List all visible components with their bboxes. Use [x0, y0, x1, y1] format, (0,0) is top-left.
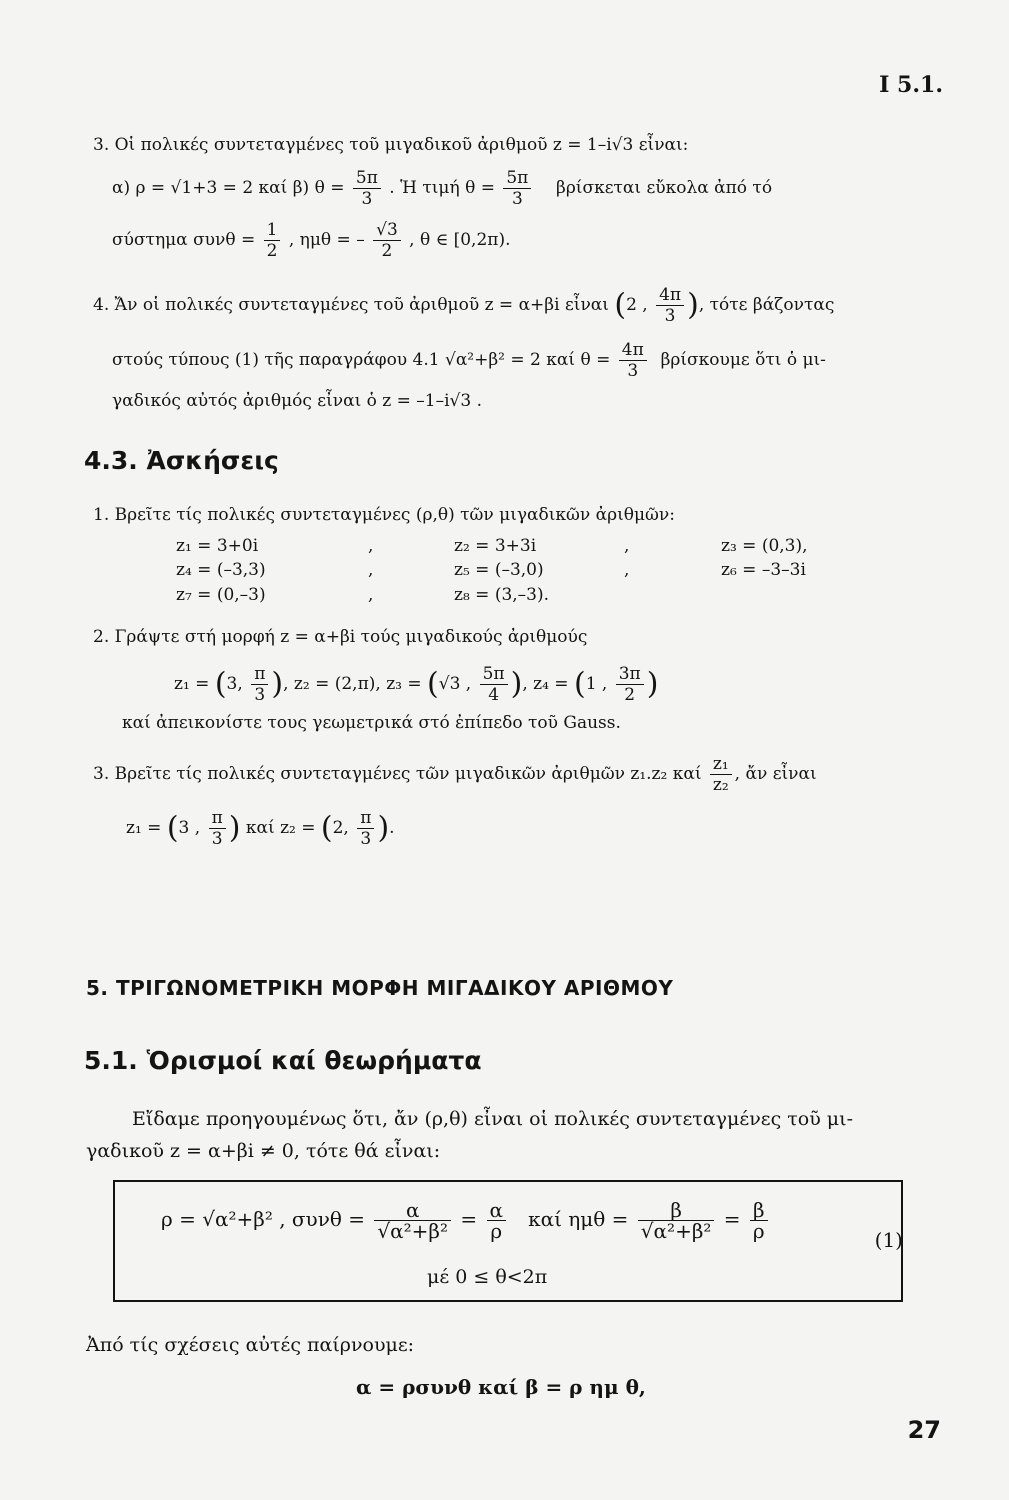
- fraction-1-2: $\frac{1}{2}$: [264, 220, 281, 261]
- fraction-5pi-3: $\frac{5\pi}{3}$: [353, 168, 381, 209]
- section-header: Ι 5.1.: [879, 72, 943, 98]
- after-line1: Ἀπό τίς σχέσεις αὐτές παίρνουμε:: [86, 1334, 415, 1356]
- chapter-5-title: 5. ΤΡΙΓΩΝΟΜΕΤΡΙΚΗ ΜΟΡΦΗ ΜΙΓΑΔΙΚΟΥ ΑΡΙΘΜΟΥ: [86, 976, 674, 1000]
- item4-line2: στούς τύπους (1) τῆς παραγράφου 4.1 √α²+β² = 2 καί θ = $\frac{4\pi}{3}$ βρίσκουμε ὅτι ὁ μι-: [112, 340, 826, 381]
- intro-line1: Εἴδαμε προηγουμένως ὅτι, ἄν (ρ,θ) εἶναι οἱ πολικές συντεταγμένες τοῦ μι-: [132, 1108, 854, 1130]
- fraction-alpha-rho: $\frac{\alpha}{\rho}$: [487, 1200, 507, 1241]
- formula-label: (1): [874, 1228, 903, 1252]
- fraction-4pi-3-b: $\frac{4\pi}{3}$: [619, 340, 647, 381]
- fraction-sqrt3-2: $\frac{√3}{2}$: [373, 220, 401, 261]
- formula-line1: ρ = √α²+β² , συνθ = $\frac{\alpha}{\text{√α²+β²}}$ = $\frac{\alpha}{\rho}$ καί ημθ = $\frac{\beta}{\text{√α²+β²}}$ = $\frac{\beta}{\rho}$: [161, 1200, 771, 1241]
- exercise1-lead: 1. Βρεῖτε τίς πολικές συντεταγμένες (ρ,θ) τῶν μιγαδικῶν ἀριθμῶν:: [93, 505, 675, 525]
- exercise3-lead: 3. Βρεῖτε τίς πολικές συντεταγμένες τῶν μιγαδικῶν ἀριθμῶν z₁.z₂ καί $\frac{\text{z₁}}{\text{z₂}}$ , ἄν εἶναι: [93, 754, 817, 795]
- fraction-4pi-3: $\frac{4\pi}{3}$: [656, 285, 684, 326]
- exercise2-line3: καί ἀπεικονίστε τους γεωμετρικά στό ἐπίπεδο τοῦ Gauss.: [122, 713, 621, 733]
- fraction-5pi-4: $\frac{5\pi}{4}$: [480, 664, 508, 705]
- item3-line2-mid: . Ἡ τιμή θ =: [389, 178, 495, 198]
- exercise2-lead: 2. Γράψτε στή μορφή z = α+βi τούς μιγαδικούς ἀριθμούς: [93, 627, 588, 647]
- page-number: 27: [907, 1416, 941, 1444]
- fraction-pi-3: $\frac{\pi}{3}$: [251, 664, 268, 705]
- item3-lead: 3. Οἱ πολικές συντεταγμένες τοῦ μιγαδικοῦ ἀριθμοῦ z = 1–i√3 εἶναι:: [93, 135, 689, 155]
- fraction-pi-3-c: $\frac{\pi}{3}$: [209, 808, 226, 849]
- section-5-1-title: 5.1. Ὁρισμοί καί θεωρήματα: [84, 1046, 482, 1075]
- exercise2-numbers: z₁ = (3, $\frac{\pi}{3}$ ), z₂ = (2,π), z₃ = (√3 , $\frac{5\pi}{4}$ ), z₄ = (1 , $\frac{3\pi}{2}$ ): [174, 664, 659, 705]
- section-4-3-title: 4.3. Ἀσκήσεις: [84, 446, 279, 475]
- item4-line3: γαδικός αὐτός ἀριθμός εἶναι ὁ z = –1–i√3 .: [112, 391, 482, 411]
- item3-line2-end: βρίσκεται εὔκολα ἀπό τό: [555, 178, 773, 198]
- item3-line3: σύστημα συνθ = $\frac{1}{2}$ , ημθ = – $\frac{√3}{2}$ , θ ∈ [0,2π).: [112, 220, 511, 261]
- fraction-5pi-3-b: $\frac{5\pi}{3}$: [503, 168, 531, 209]
- book-page: Ι 5.1. 3. Οἱ πολικές συντεταγμένες τοῦ μιγαδικοῦ ἀριθμοῦ z = 1–i√3 εἶναι: α) ρ = √1+3 = 2 καί β) θ = $\frac{5\pi}{3}$ . Ἡ τιμή θ = $\frac{5\pi}{3}$ βρίσκεται εὔκολα ἀπό τό σύστημα συνθ = $\frac{1}{2}$ , ημθ = – $\frac{√3}{2}$ , θ ∈ [0,2π). 4. Ἄν οἱ πολικές συντεταγμένες τοῦ ἀριθμοῦ z = α+βi εἶναι (2 , $\frac{4\pi}{3}$ ), τότε βάζοντας στούς τύπους (1) τῆς παραγράφου 4.1 √α²+β² = 2 καί θ = $\frac{4\pi}{3}$ βρίσκουμε ὅτι ὁ μι- γαδικός αὐτός ἀριθμός εἶναι ὁ z = –1–i√3 . 4.3. Ἀσκήσεις 1. Βρεῖτε τίς πολικές συντεταγμένες (ρ,θ) τῶν μιγαδικῶν ἀριθμῶν: z₁ = 3+0i , z₂ = 3+3i , z₃ = (0,3), z₄ = (–3,3) , z₅ = (–3,0) , z₆ = –3–3i z₇ = (0,–3) , z₈ = (3,–3). 2. Γράψτε στή μορφή z = α+βi τούς μιγαδικούς ἀριθμούς z₁ = (3, $\frac{\pi}{3}$ ), z₂ = (2,π), z₃ = (√3 , $\frac{5\pi}{4}$ ), z₄ = (1 , $\frac{3\pi}{2}$ ) καί ἀπεικονίστε τους γεωμετρικά στό ἐπίπεδο τοῦ Gauss. 3. Βρεῖτε τίς πολικές συντεταγμένες τῶν μιγαδικῶν ἀριθμῶν z₁.z₂ καί $\frac{\text{z₁}}{\text{z₂}}$ , ἄν εἶναι z₁ = (3 , $\frac{\pi}{3}$ ) καί z₂ = (2, $\frac{\pi}{3}$ ). 5. ΤΡΙΓΩΝΟΜΕΤΡΙΚΗ ΜΟΡΦΗ ΜΙΓΑΔΙΚΟΥ ΑΡΙΘΜΟΥ 5.1. Ὁρισμοί καί θεωρήματα Εἴδαμε προηγουμένως ὅτι, ἄν (ρ,θ) εἶναι οἱ πολικές συντεταγμένες τοῦ μι- γαδικοῦ z = α+βi ≠ 0, τότε θά εἶναι: ρ = √α²+β² , συνθ = $\frac{\alpha}{\text{√α²+β²}}$ = $\frac{\alpha}{\rho}$ καί ημθ = $\frac{\beta}{\text{√α²+β²}}$ = $\frac{\beta}{\rho}$ μέ 0 ≤ θ<2π (1) Ἀπό τίς σχέσεις αὐτές παίρνουμε: α = ρσυνθ καί β = ρ ημ θ, 27: [84, 72, 943, 1444]
- formula-box: [113, 1180, 903, 1302]
- fraction-beta-rho: $\frac{\beta}{\rho}$: [750, 1200, 768, 1241]
- item3-line2: [112, 168, 772, 209]
- fraction-beta-radical: $\frac{\beta}{\text{√α²+β²}}$: [638, 1200, 715, 1241]
- item3-line2-start: α) ρ = √1+3 = 2 καί β) θ =: [112, 178, 345, 198]
- after-line2: α = ρσυνθ καί β = ρ ημ θ,: [356, 1375, 646, 1399]
- exercise3-values: z₁ = (3 , $\frac{\pi}{3}$ ) καί z₂ = (2, $\frac{\pi}{3}$ ).: [126, 808, 395, 849]
- fraction-pi-3-d: $\frac{\pi}{3}$: [357, 808, 374, 849]
- formula-range: μέ 0 ≤ θ<2π: [427, 1266, 548, 1288]
- fraction-alpha-radical: $\frac{\alpha}{\text{√α²+β²}}$: [374, 1200, 451, 1241]
- fraction-3pi-2: $\frac{3\pi}{2}$: [616, 664, 644, 705]
- fraction-z1-z2: $\frac{\text{z₁}}{\text{z₂}}$: [710, 754, 732, 795]
- item4-line1: 4. Ἄν οἱ πολικές συντεταγμένες τοῦ ἀριθμοῦ z = α+βi εἶναι (2 , $\frac{4\pi}{3}$ ), τότε βάζοντας: [93, 285, 835, 326]
- intro-line2: γαδικοῦ z = α+βi ≠ 0, τότε θά εἶναι:: [86, 1140, 441, 1162]
